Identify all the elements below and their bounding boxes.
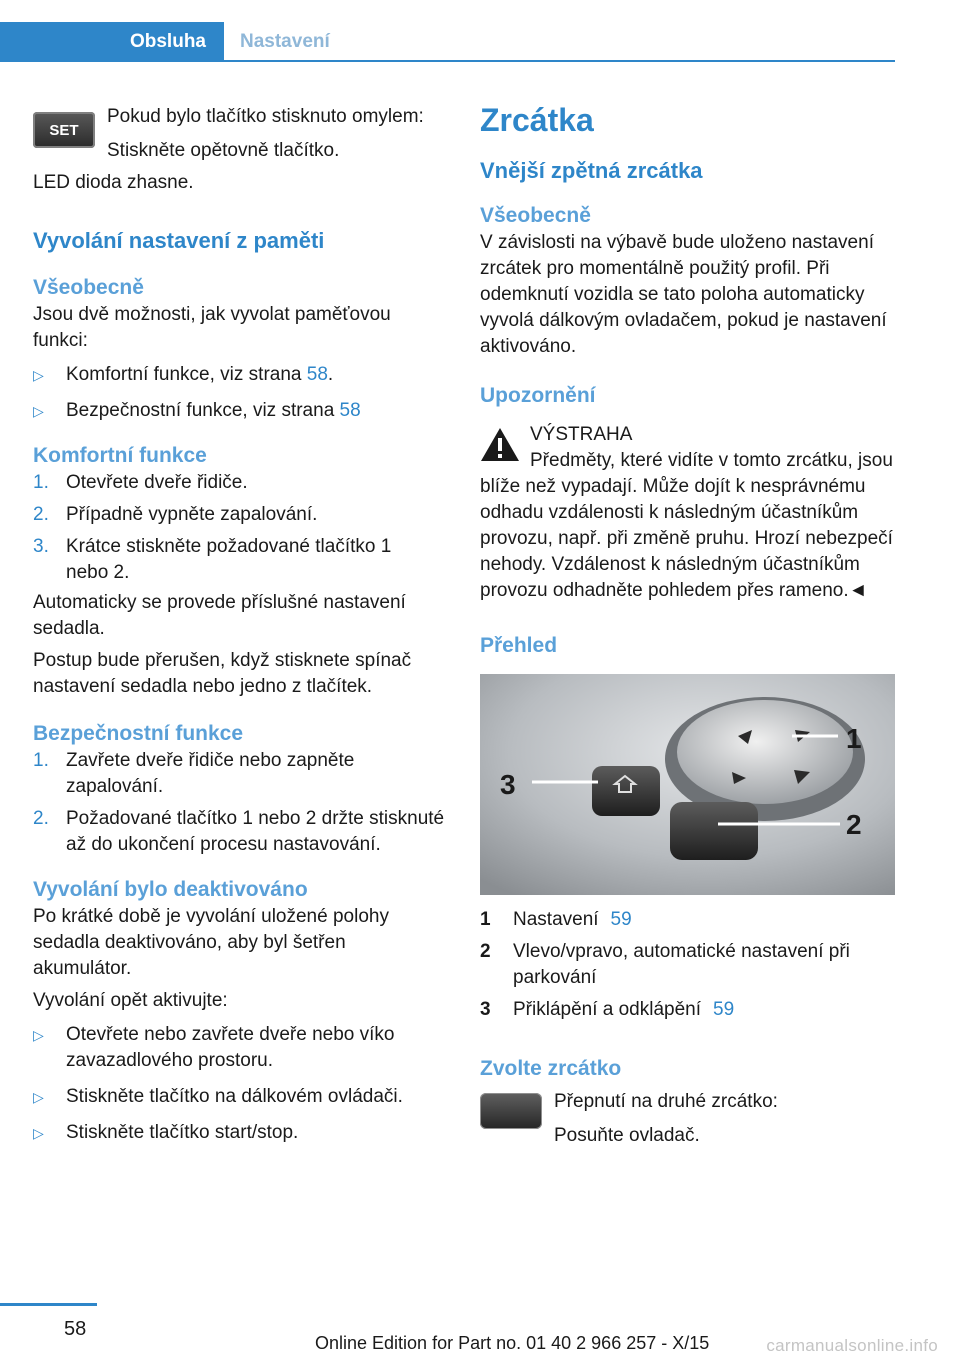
- triangle-bullet-icon: ▷: [33, 1125, 44, 1141]
- general-text-right: V závislosti na výbavě bude uloženo nastavení zrcátek pro momentálně použitý profil. Při odemknutí vozidla se tato poloha automaticky vyvolá dálkovým ovladačem, pokud je nastavení aktivováno.: [480, 232, 887, 357]
- comfort-text-2: Postup bude přerušen, když stisknete spínač nastavení sedadla nebo jedno z tlačítek.: [33, 650, 412, 697]
- heading-select-mirror: Zvolte zrcátko: [480, 1057, 622, 1080]
- list-item: 1. Otevřete dveře řidiče.: [33, 472, 248, 493]
- list-item: ▷ Komfortní funkce, viz strana 58.: [33, 362, 445, 388]
- list-item: ▷ Stiskněte tlačítko na dálkovém ovládači.: [33, 1084, 445, 1110]
- page-link[interactable]: 59: [610, 909, 632, 930]
- warning-block: [480, 422, 895, 604]
- reactivate-list: [33, 1022, 445, 1146]
- list-item: ▷ Stiskněte tlačítko start/stop.: [33, 1120, 445, 1146]
- tab-obsluha[interactable]: [0, 22, 224, 62]
- photo-label-3: 3: [500, 769, 516, 800]
- header-tabs: [0, 22, 895, 62]
- edition-text: Online Edition for Part no. 01 40 2 966 257 - X/15: [315, 1333, 710, 1353]
- footer-rule: [0, 1303, 97, 1306]
- triangle-bullet-icon: ▷: [33, 1089, 44, 1105]
- watermark: carmanualsonline.info: [766, 1336, 938, 1355]
- triangle-bullet-icon: ▷: [33, 403, 44, 419]
- page-link[interactable]: 59: [713, 999, 735, 1020]
- list-item: 3. Krátce stiskněte požadované tlačítko 1 nebo 2.: [33, 536, 392, 583]
- list-item: ▷ Otevřete nebo zavřete dveře nebo víko zavazadlového prostoru.: [33, 1024, 395, 1071]
- page-link[interactable]: 58: [306, 364, 328, 385]
- comfort-text-1: Automaticky se provede příslušné nastavení sedadla.: [33, 592, 406, 639]
- heading-warning: Upozornění: [480, 384, 596, 407]
- deact-text-1: Po krátké době je vyvolání uložené polohy sedadla deaktivováno, aby byl šetřen akumulátor.: [33, 906, 389, 979]
- legend-item: 3 Přiklápění a odklápění 59: [480, 999, 735, 1020]
- warning-text: Předměty, které vidíte v tomto zrcátku, jsou blíže než vypadají. Může dojít k nesprávnému odhadu vzdálenosti k následným účastníkům provozu, např. při změně pruhu. Hrozí nebezpečí nehody. Vzdálenost k následným účastníkům provozu odhadněte pohledem přes rameno.◄: [480, 450, 893, 601]
- general-text-left: Jsou dvě možnosti, jak vyvolat paměťovou funkci:: [33, 304, 391, 351]
- heading-general-right: Všeobecně: [480, 204, 591, 227]
- legend-item: 1 Nastavení 59: [480, 909, 632, 930]
- photo-label-1: 1: [846, 723, 862, 754]
- tab-obsluha-label: Obsluha: [129, 31, 206, 52]
- triangle-bullet-icon: ▷: [33, 1027, 44, 1043]
- legend-item: 2 Vlevo/vpravo, automatické nastavení při parkování: [480, 941, 850, 988]
- header-rule: [0, 60, 895, 62]
- options-list: [33, 362, 445, 424]
- select-text-2: Posuňte ovladač.: [554, 1125, 700, 1146]
- list-item: 2. Požadované tlačítko 1 nebo 2 držte stisknuté až do ukončení procesu nastavování.: [33, 808, 445, 855]
- warning-triangle-icon: [480, 426, 520, 462]
- page-number: 58: [64, 1318, 87, 1340]
- led-text: LED dioda zhasne.: [33, 172, 194, 193]
- heading-safety: Bezpečnostní funkce: [33, 722, 244, 745]
- safety-steps: [33, 748, 445, 858]
- heading-recall: Vyvolání nastavení z paměti: [33, 228, 325, 253]
- list-item: 1. Zavřete dveře řidiče nebo zapněte zapalování.: [33, 750, 355, 797]
- mirror-switch-icon: [480, 1093, 542, 1129]
- warning-title: VÝSTRAHA: [530, 424, 633, 445]
- comfort-steps: [33, 470, 445, 586]
- heading-mirrors: Zrcátka: [480, 102, 594, 138]
- select-block: [480, 1089, 895, 1149]
- triangle-bullet-icon: ▷: [33, 367, 44, 383]
- right-column: [480, 100, 895, 1149]
- set-button-label: SET: [49, 121, 79, 139]
- overview-legend: [480, 907, 895, 1023]
- tab-nastaveni-label: Nastavení: [240, 31, 330, 52]
- heading-outer-mirrors: Vnější zpětná zrcátka: [480, 158, 703, 183]
- set-text-2: Stiskněte opětovně tlačítko.: [107, 140, 340, 161]
- set-text-1: Pokud bylo tlačítko stisknuto omylem:: [107, 106, 424, 127]
- deact-text-2: Vyvolání opět aktivujte:: [33, 990, 228, 1011]
- heading-general-left: Všeobecně: [33, 276, 144, 299]
- list-item: 2. Případně vypněte zapalování.: [33, 504, 318, 525]
- left-column: [33, 100, 445, 1146]
- list-item: ▷ Bezpečnostní funkce, viz strana 58: [33, 398, 445, 424]
- set-button-icon: [33, 112, 95, 148]
- heading-deactivated: Vyvolání bylo deaktivováno: [33, 878, 308, 901]
- select-text-1: Přepnutí na druhé zrcátko:: [554, 1091, 778, 1112]
- set-block: [33, 100, 445, 164]
- page-link[interactable]: 58: [339, 400, 361, 421]
- heading-overview: Přehled: [480, 634, 558, 657]
- mirror-controls-photo: [480, 674, 895, 895]
- heading-comfort: Komfortní funkce: [33, 444, 207, 467]
- photo-label-2: 2: [846, 809, 862, 840]
- tab-nastaveni[interactable]: [240, 22, 330, 62]
